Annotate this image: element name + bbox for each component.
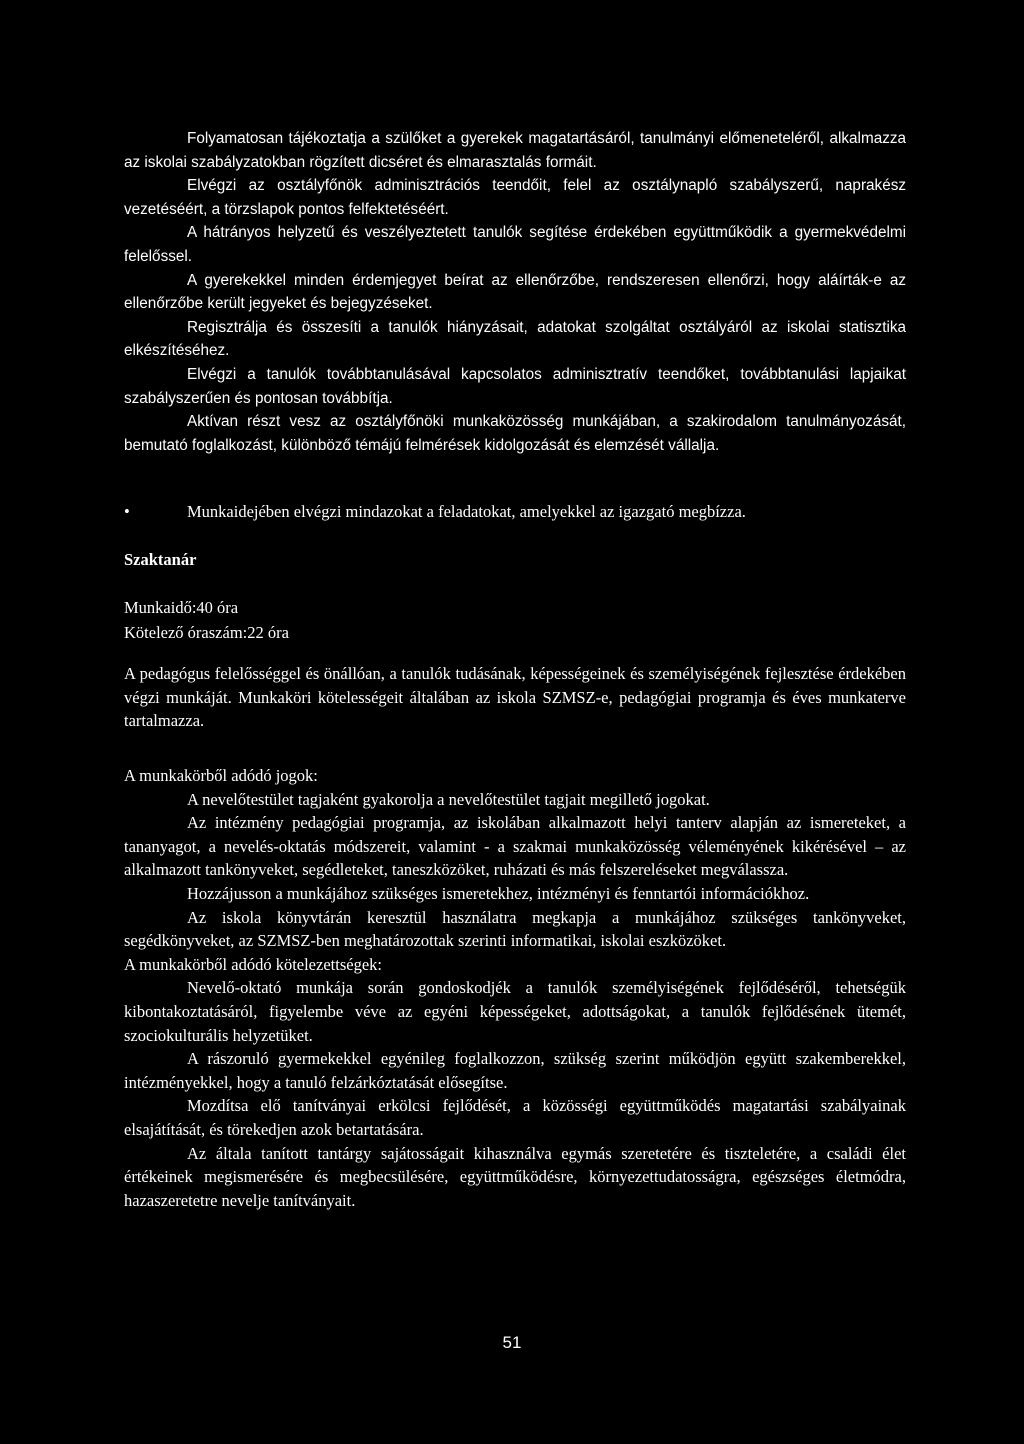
rights-item: Az iskola könyvtárán keresztül használatra megkapja a munkájához szükséges tankönyveket, segédkönyveket, az SZMSZ-ben meghatározottak szerinti informatikai, iskolai eszközöket. <box>124 907 906 951</box>
working-time: Munkaidő:40 óra <box>124 598 239 617</box>
page-number: 51 <box>502 1333 522 1352</box>
paragraph: Elvégzi a tanulók továbbtanulásával kapcsolatos adminisztratív teendőket, továbbtanulási lapjaikat szabályszerűen és pontosan továbbítja. <box>124 365 906 407</box>
bullet-list <box>124 500 906 524</box>
paragraph: Elvégzi az osztályfőnök adminisztrációs teendőit, felel az osztálynapló szabályszerű, naprakész vezetéséért, a törzslapok pontos felfektetéséért. <box>124 177 906 218</box>
paragraph: Aktívan részt vesz az osztályfőnöki munkaközösség munkájában, a szakirodalom tanulmányozását, bemutató foglalkozást, különböző témájú felmérések kidolgozását és elemzését vállalja. <box>124 413 906 454</box>
rights-title: A munkakörből adódó jogok: <box>124 766 318 785</box>
class-teacher-duties <box>124 127 906 457</box>
bullet-text: Munkaidejében elvégzi mindazokat a feladatokat, amelyekkel az igazgató megbízza. <box>187 502 746 521</box>
section-heading: Szaktanár <box>124 550 197 569</box>
duties-item: A rászoruló gyermekekkel egyénileg foglalkozzon, szükség szerint működjön együtt szakemberekkel, intézményekkel, hogy a tanuló felzárkóztatását elősegítse. <box>124 1049 906 1092</box>
paragraph: Regisztrálja és összesíti a tanulók hiányzásait, adatokat szolgáltat osztályáról az iskolai statisztika elkészítéséhez. <box>124 318 906 360</box>
rights-item: Hozzájusson a munkájához szükséges ismeretekhez, intézményi és fenntartói információkhoz. <box>187 883 810 903</box>
intro-section <box>124 662 906 733</box>
duties-item: Az általa tanított tantárgy sajátosságait kihasználva egymás szeretetére és tiszteletére, a családi élet értékeinek megismerésére és megbecsülésére, együttműködésre, környezettudatosságra, egészséges életmódra, hazaszeretetre nevelje tanítványait. <box>124 1143 906 1210</box>
rights-item: Az intézmény pedagógiai programja, az iskolában alkalmazott helyi tanterv alapján az ismereteket, a tananyagot, a nevelés-oktatás módszereit, valamint - a szakmai munkaközösség véleményének kikérésével – az alkalmazott tankönyveket, segédleteket, taneszközöket, ruházati és más felszereléseket megválassza. <box>124 813 906 880</box>
working-hours <box>124 595 289 645</box>
rights-and-duties <box>124 764 906 1212</box>
mandatory-hours: Kötelező óraszám:22 óra <box>124 623 289 642</box>
bullet-icon: • <box>124 502 130 521</box>
paragraph: Folyamatosan tájékoztatja a szülőket a gyerekek magatartásáról, tanulmányi előmeneteléről, alkalmazza az iskolai szabályzatokban rögzített dicséret és elmarasztalás formáit. <box>124 130 906 171</box>
intro-paragraph: A pedagógus felelősséggel és önállóan, a tanulók tudásának, képességeinek és személyiségének fejlesztése érdekében végzi munkáját. Munkaköri kötelességeit általában az iskola SZMSZ-e, pedagógiai programja és éves munkaterve tartalmazza. <box>124 664 906 731</box>
duties-item: Mozdítsa elő tanítványai erkölcsi fejlődését, a közösségi együttműködés magatartási szabályainak elsajátítását, és törekedjen azok betartatására. <box>124 1096 906 1139</box>
bullet-item <box>124 500 906 524</box>
paragraph: A gyerekekkel minden érdemjegyet beírat az ellenőrzőbe, rendszeresen ellenőrzi, hogy aláírták-e az ellenőrzőbe került jegyeket és bejegyzéseket. <box>124 271 906 313</box>
duties-item: Nevelő-oktató munkája során gondoskodjék a tanulók személyiségének fejlődéséről, tehetségük kibontakoztatásáról, figyelembe véve az egyéni képességeket, adottságokat, a tanulók fejlődésének ütemét, szociokulturális helyzetüket. <box>124 978 906 1045</box>
paragraph: A hátrányos helyzetű és veszélyeztetett tanulók segítése érdekében együttműködik a gyermekvédelmi felelőssel. <box>124 224 906 265</box>
rights-item: A nevelőtestület tagjaként gyakorolja a nevelőtestület tagjait megillető jogokat. <box>187 789 710 809</box>
duties-title: A munkakörből adódó kötelezettségek: <box>124 954 382 974</box>
